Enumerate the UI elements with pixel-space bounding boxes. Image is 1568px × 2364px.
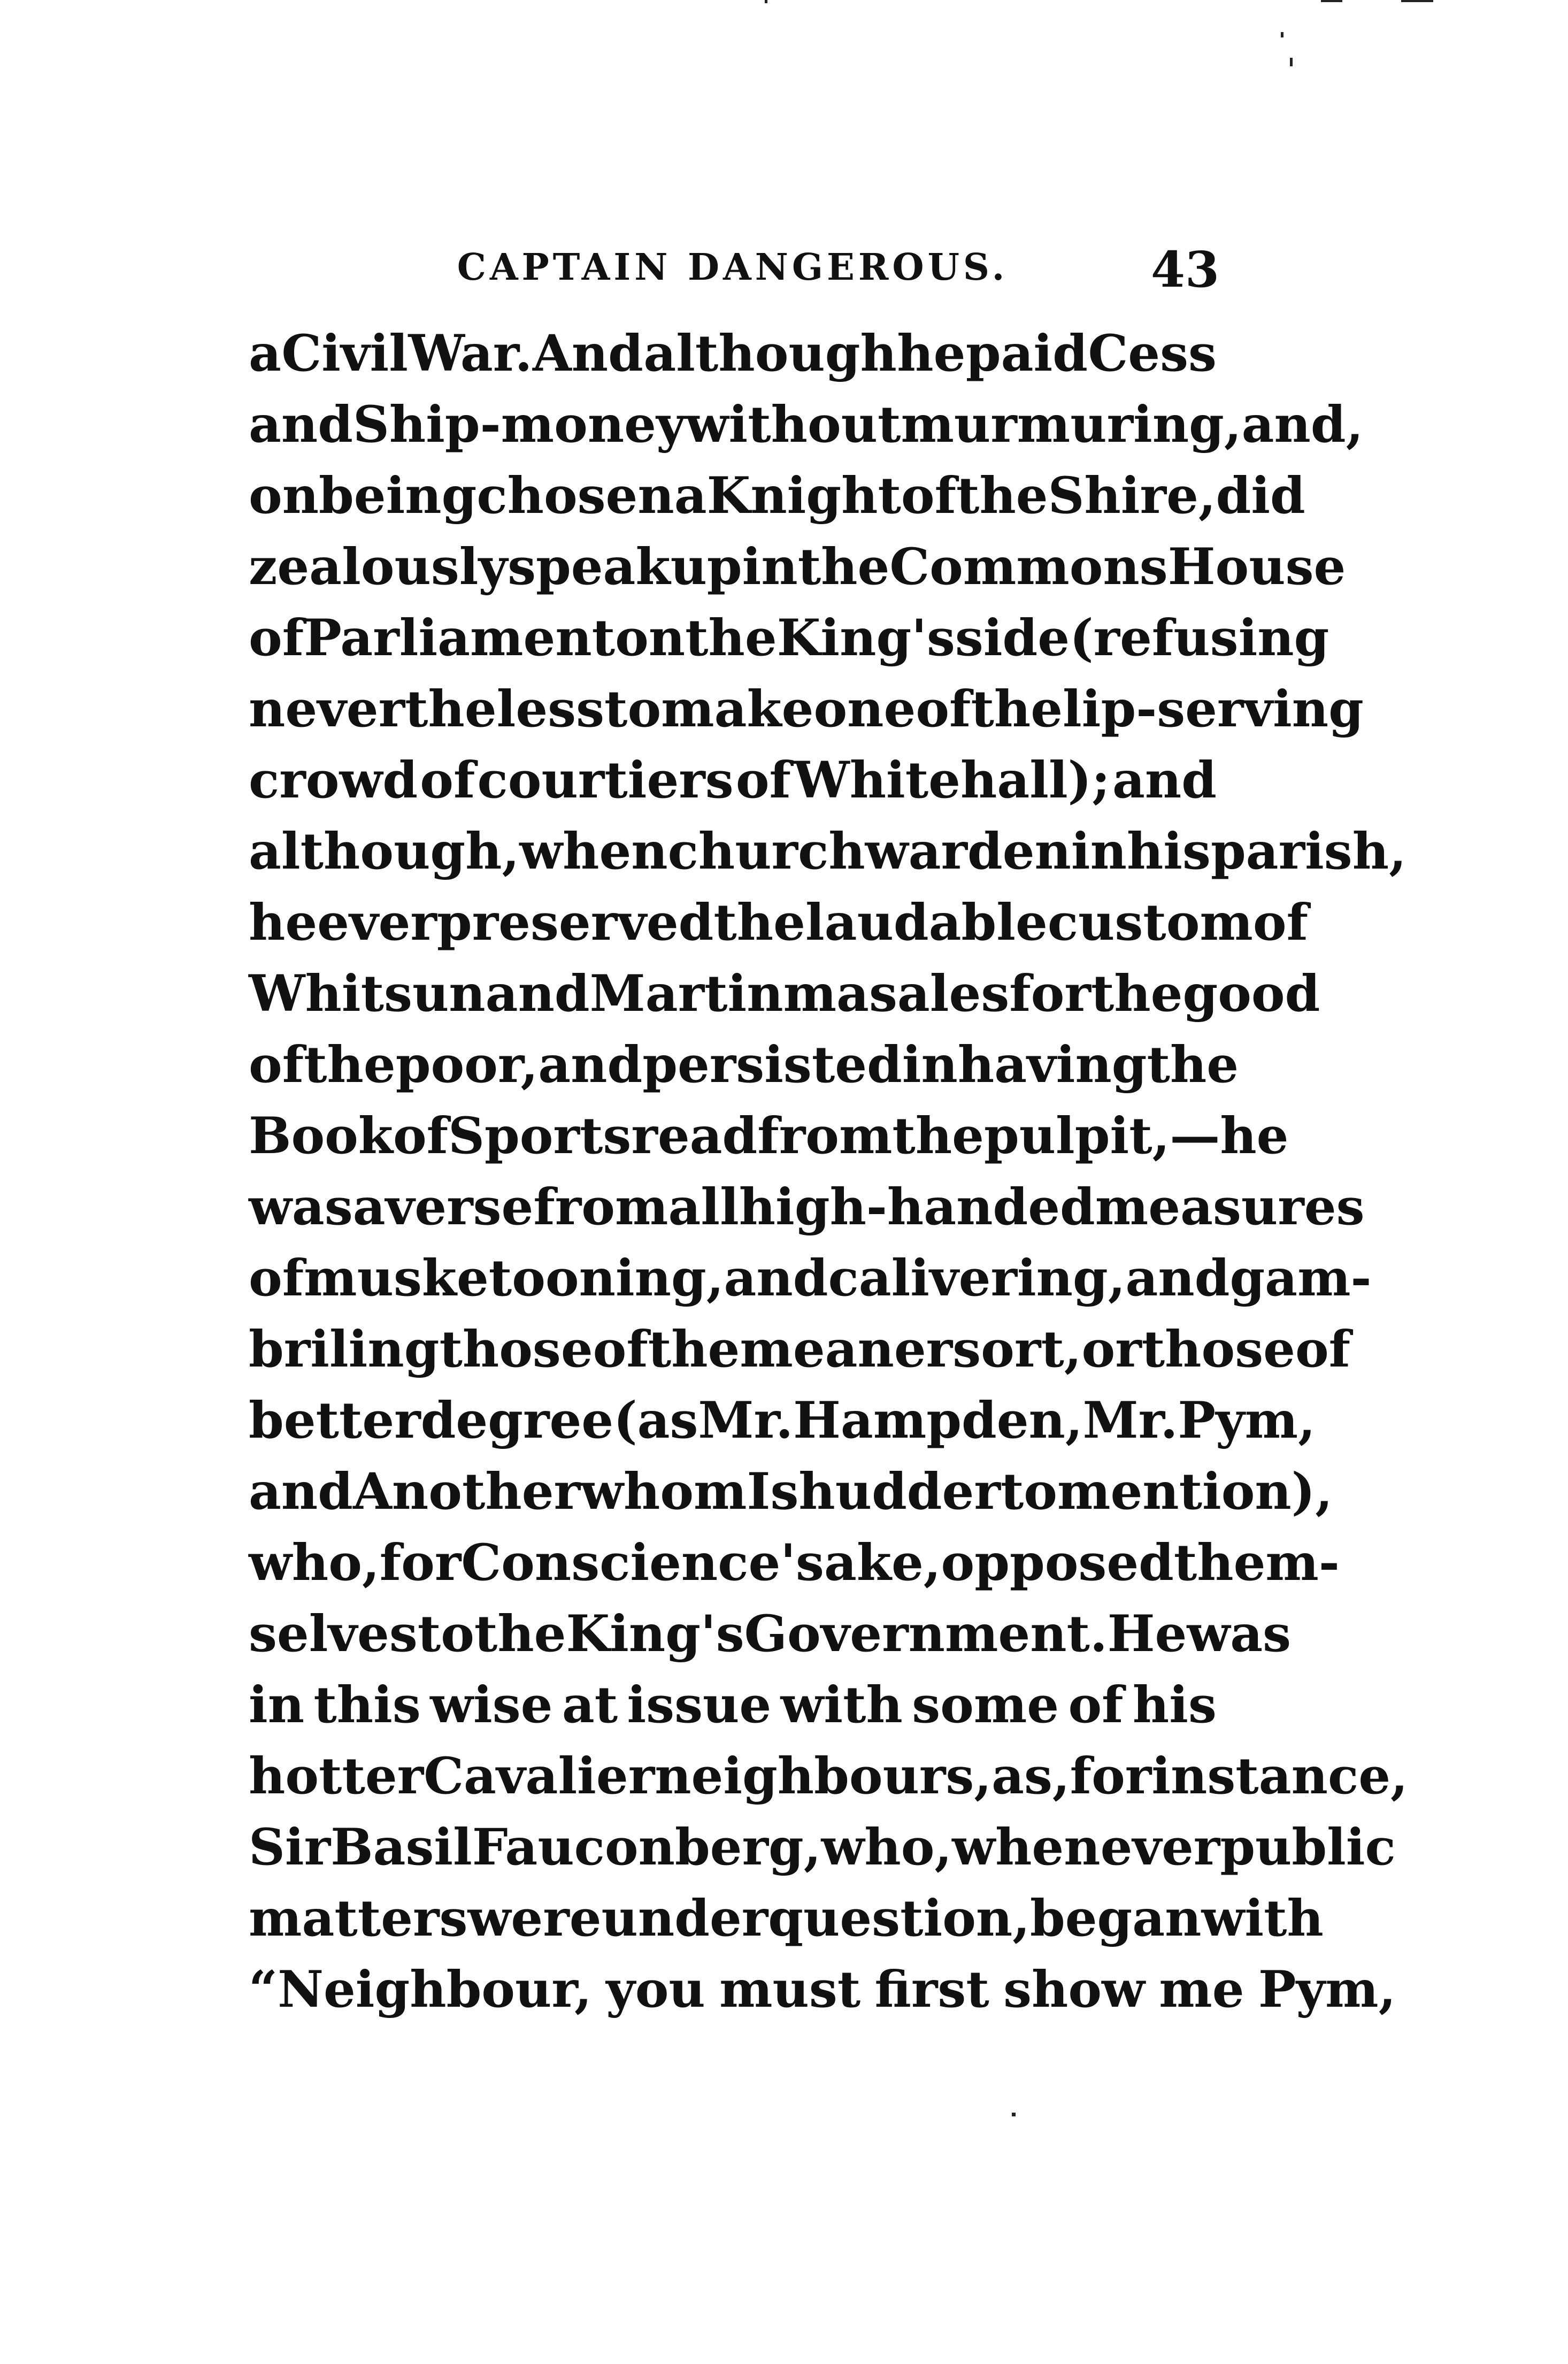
text-line <box>249 816 1406 887</box>
word: his <box>1126 822 1211 881</box>
word: a <box>674 466 707 525</box>
page-number: 43 <box>1150 241 1219 298</box>
text-line <box>249 1172 1365 1243</box>
word: of <box>1295 1320 1351 1379</box>
word: them- <box>1173 1533 1340 1592</box>
word: averse <box>352 1178 534 1237</box>
word: speak <box>508 538 671 596</box>
word: make <box>661 680 814 739</box>
word: of <box>393 1107 449 1165</box>
word: and <box>1112 751 1217 810</box>
word: chosen <box>476 466 674 525</box>
word: of <box>1252 893 1309 952</box>
word: public <box>1220 1818 1396 1877</box>
word: good <box>1182 964 1320 1023</box>
word: Sir <box>249 1818 331 1877</box>
word: in <box>742 538 798 596</box>
word: He <box>1107 1605 1187 1663</box>
word: and <box>538 1035 643 1094</box>
word: Shire, <box>1048 466 1216 525</box>
word: of <box>249 609 304 667</box>
word: did <box>1216 466 1305 525</box>
word: at <box>562 1676 618 1734</box>
word: briling <box>249 1320 440 1379</box>
word: of <box>916 680 971 739</box>
word: this <box>313 1676 421 1734</box>
word: from <box>533 1178 668 1237</box>
word: for <box>379 1533 462 1592</box>
word: calivering, <box>828 1249 1126 1308</box>
body-text <box>249 318 1408 2025</box>
word: (refusing <box>1070 609 1329 667</box>
word: with <box>1201 1889 1324 1948</box>
word: from <box>757 1107 893 1165</box>
word: gam- <box>1229 1249 1372 1308</box>
word: without <box>685 395 901 454</box>
word: hotter <box>249 1747 424 1806</box>
text-line <box>249 460 1305 532</box>
word: degree <box>420 1391 614 1450</box>
word: of <box>420 751 475 810</box>
word: one <box>813 680 916 739</box>
word: with <box>780 1676 903 1734</box>
word: was <box>249 1178 353 1237</box>
word: issue <box>627 1676 772 1734</box>
word: Hampden, <box>793 1391 1083 1450</box>
print-speck <box>1401 0 1433 2</box>
text-line <box>249 745 1217 816</box>
word: the <box>971 680 1063 739</box>
word: of <box>1068 1676 1124 1734</box>
word: sort, <box>952 1320 1082 1379</box>
word: on <box>615 609 686 667</box>
word: I <box>747 1462 771 1521</box>
word: musketooning, <box>304 1249 724 1308</box>
word: read <box>631 1107 758 1165</box>
word: Parliament <box>304 609 616 667</box>
word: a <box>249 324 281 383</box>
text-line <box>249 1456 1333 1528</box>
word: courtiers <box>477 751 734 810</box>
word: Ship-money <box>352 395 686 454</box>
word: churchwarden <box>667 822 1071 881</box>
word: ever <box>317 893 437 952</box>
word: who, <box>821 1818 952 1877</box>
word: for <box>1009 964 1091 1023</box>
word: Cess <box>1088 324 1217 383</box>
word: Mr. <box>1082 1391 1178 1450</box>
word: Commons <box>889 538 1168 596</box>
word: the <box>797 538 890 596</box>
word: side <box>955 609 1070 667</box>
word: shudder <box>770 1462 1001 1521</box>
word: Mr. <box>698 1391 794 1450</box>
word: in <box>1071 822 1127 881</box>
word: Conscience' <box>461 1533 796 1592</box>
word: of <box>901 466 957 525</box>
word: his <box>1132 1676 1217 1734</box>
word: in <box>902 1035 958 1094</box>
word: measures <box>1095 1178 1365 1237</box>
text-line <box>249 1599 1292 1670</box>
print-speck <box>1281 32 1283 37</box>
word: custom <box>1047 893 1253 952</box>
word: and, <box>1241 395 1364 454</box>
word: he <box>897 324 966 383</box>
text-line <box>249 532 1346 603</box>
word: of <box>249 1249 304 1308</box>
word: having <box>957 1035 1147 1094</box>
word: and <box>1125 1249 1230 1308</box>
word: whenever <box>952 1818 1220 1877</box>
text-line <box>249 1883 1324 1954</box>
print-speck <box>1321 0 1342 2</box>
print-speck <box>1012 2113 1016 2116</box>
print-speck <box>765 0 767 3</box>
text-line <box>249 1954 1396 2025</box>
word: Pym, <box>1258 1960 1396 2019</box>
word: to <box>604 680 662 739</box>
word: who, <box>249 1533 380 1592</box>
word: ales <box>897 964 1010 1023</box>
word: sake, <box>796 1533 941 1592</box>
word: me <box>1159 1960 1244 2019</box>
text-line <box>249 1741 1408 1812</box>
word: parish, <box>1210 822 1406 881</box>
text-line <box>249 1243 1372 1314</box>
word: selves <box>249 1605 418 1663</box>
word: to <box>1000 1462 1057 1521</box>
word: and <box>485 964 590 1023</box>
text-line <box>249 1101 1289 1172</box>
word: on <box>249 466 319 525</box>
word: of <box>249 1035 304 1094</box>
word: as, <box>991 1747 1070 1806</box>
word: Whitsun <box>249 964 486 1023</box>
word: the <box>304 1035 396 1094</box>
text-line <box>249 318 1217 389</box>
word: some <box>912 1676 1059 1734</box>
word: opposed <box>941 1533 1174 1592</box>
word: mention), <box>1057 1462 1333 1521</box>
word: matters <box>249 1889 468 1948</box>
word: Civil <box>281 324 408 383</box>
word: wise <box>430 1676 553 1734</box>
word: or <box>1081 1320 1142 1379</box>
text-line <box>249 887 1309 958</box>
word: Cavalier <box>424 1747 655 1806</box>
word: poor, <box>395 1035 539 1094</box>
word: Sports <box>448 1107 632 1165</box>
word: he <box>249 893 318 952</box>
word: the <box>1090 964 1183 1023</box>
word: Government. <box>744 1605 1108 1663</box>
word: neighbours, <box>655 1747 992 1806</box>
word: laudable <box>805 893 1048 952</box>
word: and <box>724 1249 828 1308</box>
text-line <box>249 1670 1217 1741</box>
word: all <box>668 1178 739 1237</box>
word: to <box>417 1605 474 1663</box>
text-line <box>249 1030 1239 1101</box>
text-line <box>249 958 1320 1030</box>
word: Book <box>249 1107 393 1165</box>
word: show <box>1003 1960 1145 2019</box>
word: murmuring, <box>901 395 1242 454</box>
word: of <box>593 1320 648 1379</box>
word: those <box>1141 1320 1295 1379</box>
running-title: CAPTAIN DANGEROUS. <box>457 246 1009 289</box>
word: the <box>648 1320 740 1379</box>
word: “Neighbour, <box>249 1960 592 2019</box>
word: were <box>467 1889 602 1948</box>
word: although <box>643 324 897 383</box>
word: up <box>670 538 742 596</box>
word: preserved <box>436 893 714 952</box>
text-line <box>249 1812 1396 1883</box>
text-line <box>249 674 1364 745</box>
word: under <box>601 1889 768 1948</box>
word: the <box>713 893 805 952</box>
word: crowd <box>249 751 418 810</box>
word: was <box>1187 1605 1292 1663</box>
word: War. <box>408 324 533 383</box>
word: although, <box>249 822 520 881</box>
word: question, <box>768 1889 1030 1948</box>
word: Whitehall); <box>793 751 1110 810</box>
word: Martinmas <box>589 964 897 1023</box>
word: King's <box>777 609 955 667</box>
word: Pym, <box>1178 1391 1316 1450</box>
word: persisted <box>642 1035 902 1094</box>
print-speck <box>1290 58 1293 66</box>
word: meaner <box>740 1320 953 1379</box>
word: the <box>1147 1035 1239 1094</box>
word: Another <box>352 1462 581 1521</box>
word: King's <box>566 1605 744 1663</box>
word: the <box>892 1107 984 1165</box>
word: better <box>249 1391 421 1450</box>
word: And <box>532 324 643 383</box>
word: zealously <box>249 538 508 596</box>
text-line <box>249 389 1364 460</box>
word: the <box>474 1605 566 1663</box>
word: high-handed <box>739 1178 1095 1237</box>
word: House <box>1167 538 1346 596</box>
word: for <box>1070 1747 1152 1806</box>
word: in <box>249 1676 305 1734</box>
word: you <box>606 1960 705 2019</box>
word: of <box>735 751 791 810</box>
text-line <box>249 1314 1351 1385</box>
word: those <box>439 1320 593 1379</box>
word: the <box>956 466 1048 525</box>
word: pulpit,—he <box>983 1107 1289 1165</box>
word: lip-serving <box>1063 680 1364 739</box>
text-line <box>249 1528 1340 1599</box>
text-line <box>249 1385 1316 1456</box>
word: (as <box>613 1391 698 1450</box>
word: began <box>1029 1889 1202 1948</box>
word: and <box>249 1462 353 1521</box>
word: being <box>319 466 477 525</box>
text-line <box>249 603 1329 674</box>
word: when <box>519 822 668 881</box>
word: first <box>874 1960 989 2019</box>
word: must <box>719 1960 861 2019</box>
word: paid <box>965 324 1088 383</box>
word: the <box>685 609 777 667</box>
word: instance, <box>1151 1747 1408 1806</box>
word: Fauconberg, <box>472 1818 821 1877</box>
running-head <box>246 241 1219 300</box>
word: Knight <box>706 466 901 525</box>
word: whom <box>580 1462 747 1521</box>
word: nevertheless <box>249 680 605 739</box>
word: and <box>249 395 353 454</box>
word: Basil <box>330 1818 472 1877</box>
